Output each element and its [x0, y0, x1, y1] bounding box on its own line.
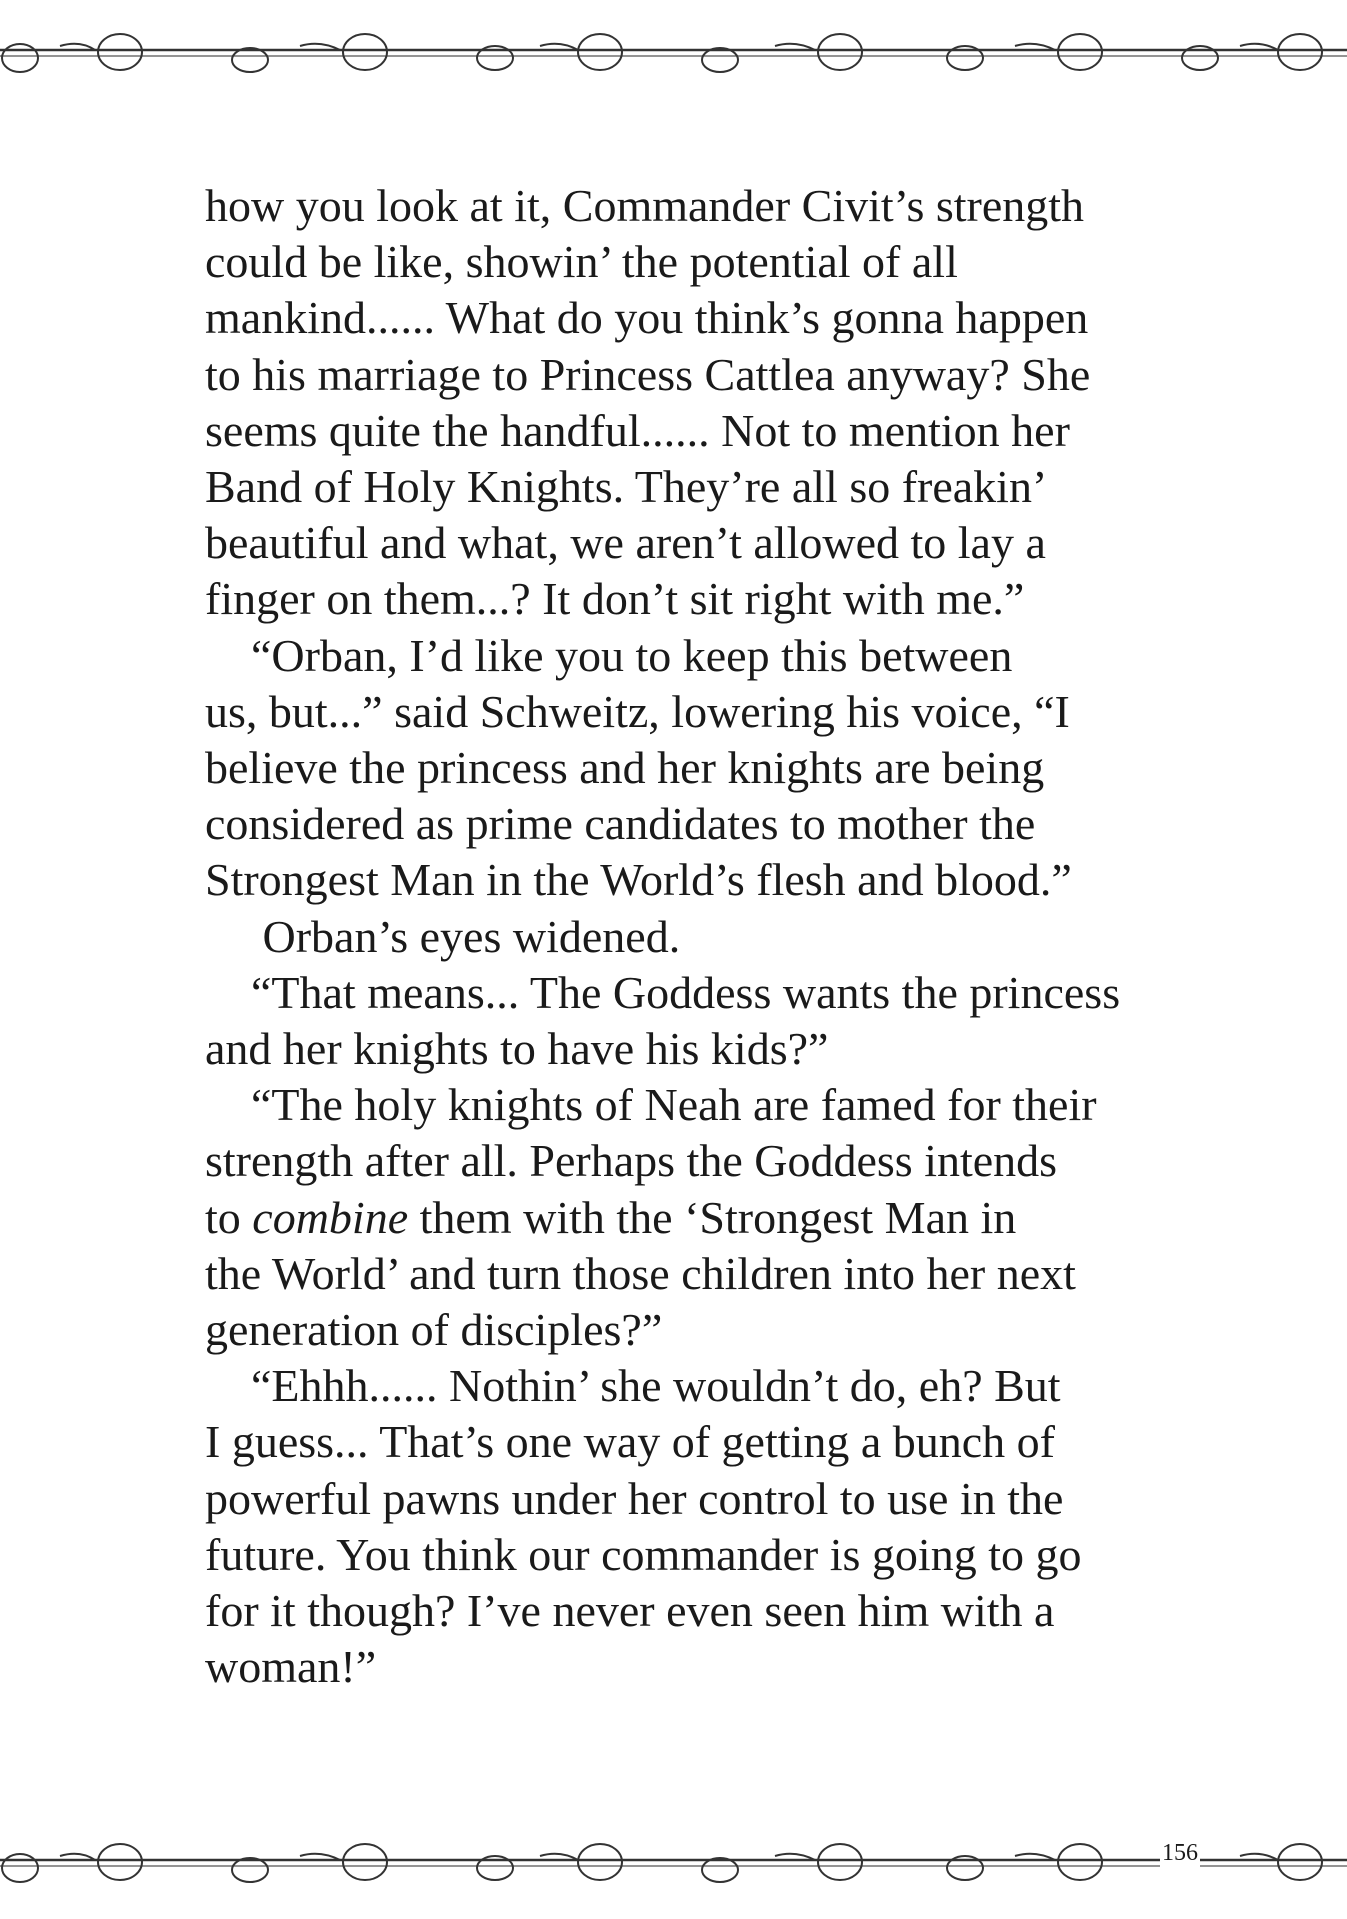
text-line: mankind...... What do you think’s gonna happen: [205, 292, 1089, 344]
text-line: “Ehhh...... Nothin’ she wouldn’t do, eh? But: [205, 1360, 1061, 1412]
text-fragment: them with the ‘Strongest Man in: [408, 1191, 1017, 1243]
text-line: and her knights to have his kids?”: [205, 1023, 829, 1075]
body-text: [205, 178, 1205, 1695]
text-line: “The holy knights of Neah are famed for their: [205, 1079, 1097, 1131]
text-line: powerful pawns under her control to use in the: [205, 1472, 1064, 1524]
text-line: finger on them...? It don’t sit right with me.”: [205, 573, 1025, 625]
text-line: strength after all. Perhaps the Goddess intends: [205, 1135, 1058, 1187]
text-line: Orban’s eyes widened.: [205, 910, 681, 962]
text-line: future. You think our commander is going to go: [205, 1528, 1082, 1580]
text-line: to his marriage to Princess Cattlea anyway? She: [205, 348, 1091, 400]
text-line: generation of disciples?”: [205, 1304, 663, 1356]
italic-word: combine: [252, 1191, 409, 1243]
text-line: “Orban, I’d like you to keep this between: [205, 629, 1013, 681]
text-line: beautiful and what, we aren’t allowed to lay a: [205, 517, 1046, 569]
text-line: Band of Holy Knights. They’re all so freakin’: [205, 461, 1048, 513]
text-line: I guess... That’s one way of getting a bunch of: [205, 1416, 1055, 1468]
chain-border-bottom: [0, 1820, 1347, 1900]
chain-border-top: [0, 10, 1347, 90]
text-line: the World’ and turn those children into her next: [205, 1247, 1076, 1299]
text-line: Strongest Man in the World’s flesh and blood.”: [205, 854, 1072, 906]
text-line: considered as prime candidates to mother the: [205, 798, 1036, 850]
text-line: seems quite the handful...... Not to mention her: [205, 404, 1070, 456]
text-line-italic-mixed: [205, 1190, 1205, 1246]
text-line: believe the princess and her knights are being: [205, 742, 1045, 794]
text-line: woman!”: [205, 1641, 377, 1693]
text-line: us, but...” said Schweitz, lowering his voice, “I: [205, 685, 1070, 737]
text-line: could be like, showin’ the potential of all: [205, 236, 958, 288]
page-number: 156: [1162, 1840, 1198, 1866]
text-fragment: to: [205, 1191, 253, 1243]
text-line: “That means... The Goddess wants the princess: [205, 966, 1121, 1018]
text-line: for it though? I’ve never even seen him with a: [205, 1585, 1055, 1637]
text-line: how you look at it, Commander Civit’s strength: [205, 180, 1085, 231]
